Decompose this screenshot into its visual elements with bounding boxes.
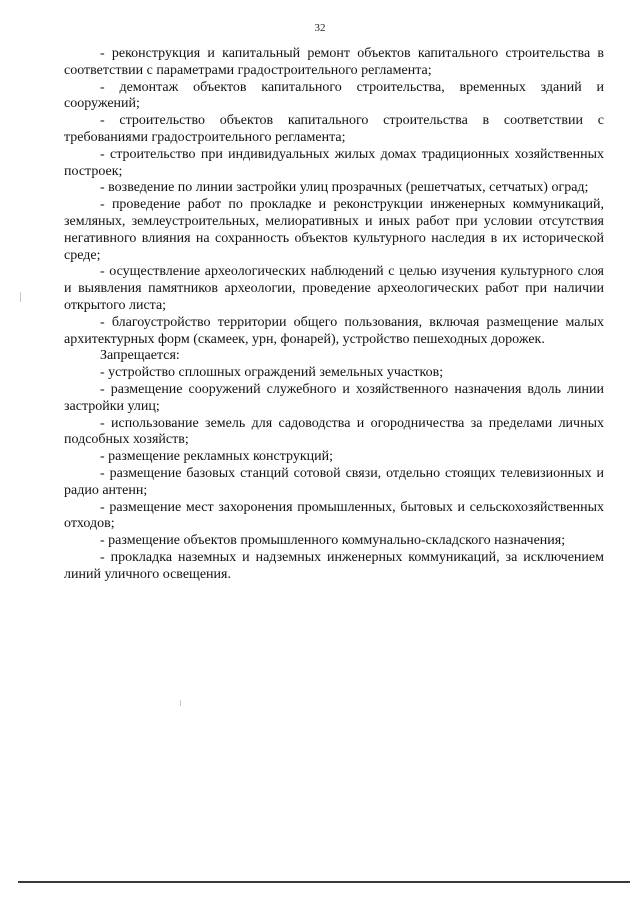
- prohibited-item: - размещение объектов промышленного коммунально-складского назначения;: [100, 533, 566, 549]
- permitted-item: - возведение по линии застройки улиц прозрачных (решетчатых, сетчатых) оград;: [100, 180, 589, 196]
- prohibited-item: - устройство сплошных ограждений земельных участков;: [100, 365, 444, 381]
- permitted-item: - строительство при индивидуальных жилых домах традиционных хозяйственных построек;: [64, 146, 604, 179]
- prohibited-heading: Запрещается:: [100, 348, 180, 364]
- scan-margin-mark: [20, 292, 21, 302]
- prohibited-item: - использование земель для садоводства и огородничества за пределами личных подсобных хозяйств;: [64, 415, 604, 448]
- prohibited-item: - размещение мест захоронения промышленных, бытовых и сельскохозяйственных отходов;: [64, 499, 604, 532]
- prohibited-item: - размещение базовых станций сотовой связи, отдельно стоящих телевизионных и радио антенн;: [64, 465, 604, 498]
- prohibited-item: - размещение сооружений служебного и хозяйственного назначения вдоль линии застройки улиц;: [64, 381, 604, 414]
- permitted-item: - благоустройство территории общего пользования, включая размещение малых архитектурных форм (скамеек, урн, фонарей), устройство пешеходных дорожек.: [64, 314, 604, 347]
- scan-bottom-edge: [18, 881, 630, 883]
- scan-margin-mark: [180, 700, 181, 706]
- permitted-item: - проведение работ по прокладке и реконструкции инженерных коммуникаций, земляных, землеустроительных, мелиоративных и иных работ при условии отсутствия негативного влияния на сохранность объектов культурного наследия в их исторической среде;: [64, 197, 604, 263]
- permitted-item: - строительство объектов капитального строительства в соответствии с требованиями градостроительного регламента;: [64, 113, 604, 145]
- prohibited-item: - прокладка наземных и надземных инженерных коммуникаций, за исключением линий уличного освещения.: [64, 549, 604, 582]
- permitted-item: - реконструкция и капитальный ремонт объектов капитального строительства в соответствии с параметрами градостроительного регламента;: [64, 46, 604, 78]
- document-body: [64, 46, 604, 584]
- permitted-item: - демонтаж объектов капитального строительства, временных зданий и сооружений;: [64, 79, 604, 112]
- permitted-item: - осуществление археологических наблюдений с целью изучения культурного слоя и выявления памятников археологии, проведение археологических работ при наличии открытого листа;: [64, 264, 604, 313]
- page-number: 32: [314, 22, 326, 34]
- prohibited-item: - размещение рекламных конструкций;: [100, 449, 334, 465]
